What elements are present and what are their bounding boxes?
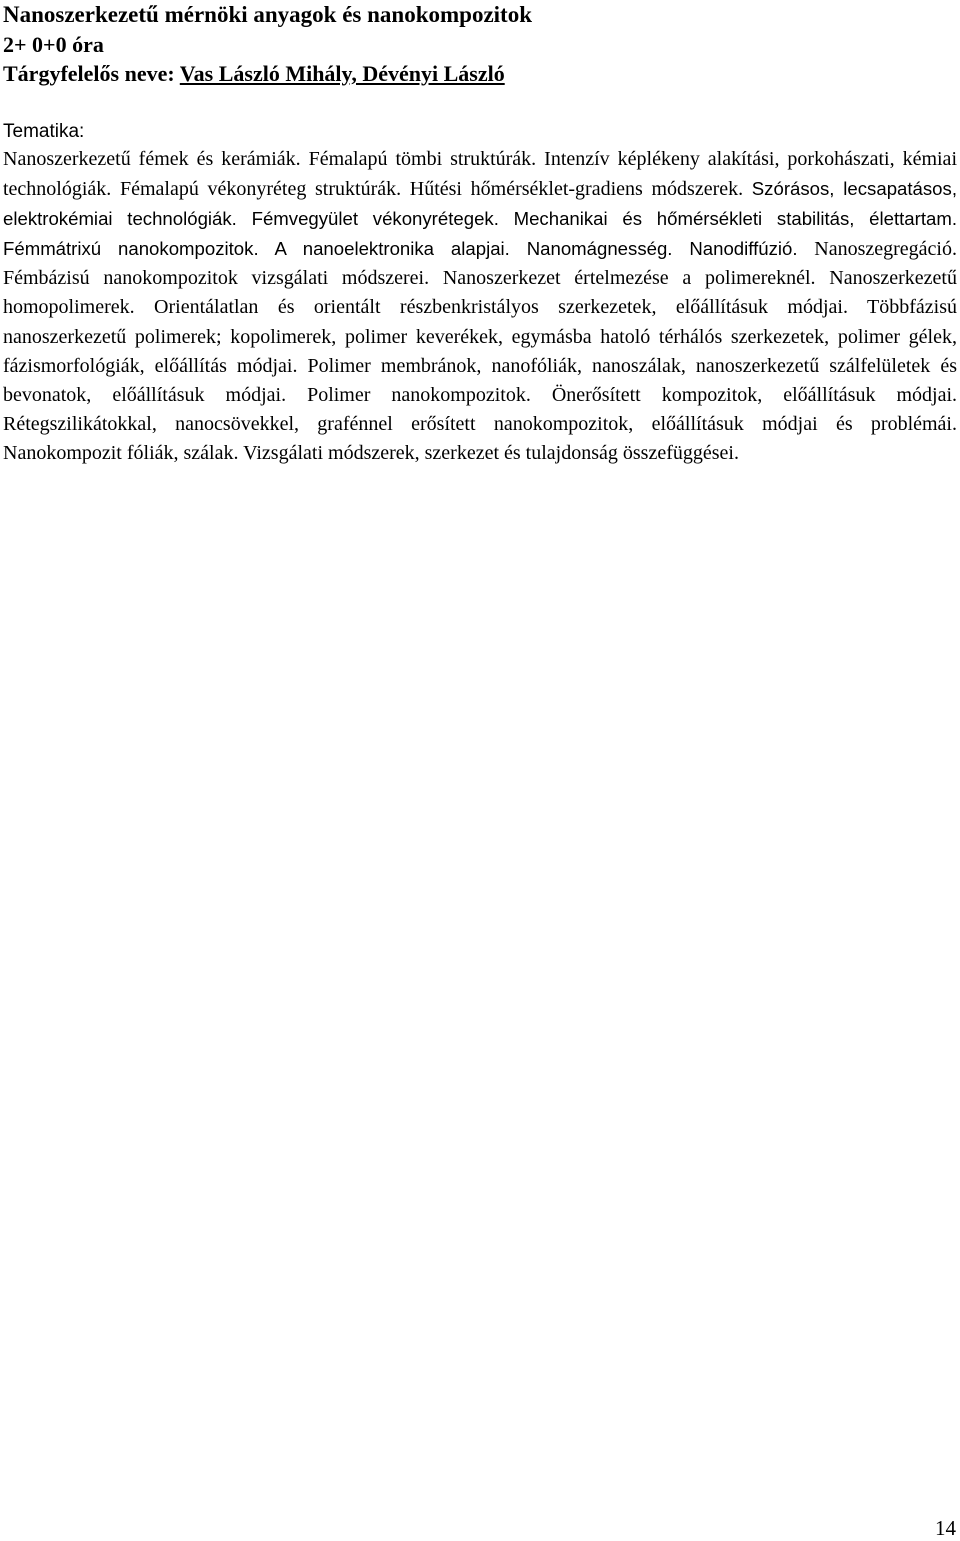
tematika-body <box>3 145 957 468</box>
tematika-label: Tematika: <box>3 121 85 142</box>
course-title: Nanoszerkezetű mérnöki anyagok és nanokompozitok <box>3 2 533 27</box>
course-responsible <box>3 59 505 89</box>
responsible-names: Vas László Mihály, Dévényi László <box>179 61 505 86</box>
page-number: 14 <box>935 1516 956 1540</box>
tematika-part-1: Nanoszerkezetű fémek és kerámiák. Fémalapú tömbi struktúrák. Intenzív képlékeny alakítási, porkohászati, kémiai technológiák. Fémalapú vékonyréteg struktúrák. Hűtési hőmérséklet-gradiens módszerek. <box>3 148 957 201</box>
responsible-label: Tárgyfelelős neve: <box>3 61 180 86</box>
tematika-part-3: Nanoszegregáció. Fémbázisú nanokompozitok vizsgálati módszerei. Nanoszerkezet értelmezése a polimereknél. Nanoszerkezetű homopolimerek. Orientálatlan és orientált részbenkristályos szerkezetek, előállításuk módjai. Többfázisú nanoszerkezetű polimerek; kopolimerek, polimer keverékek, egymásba hatoló térhálós szerkezetek, polimer gélek, fázismorfológiák, előállítás módjai. Polimer membránok, nanofóliák, nanoszálak, nanoszerkezetű szálfelületek és bevonatok, előállításuk módjai. Polimer nanokompozitok. Önerősített kompozitok, előállításuk módjai. Rétegszilikátokkal, nanocsövekkel, grafénnel erősített nanokompozitok, előállításuk módjai és problémái. Nanokompozit fóliák, szálak. Vizsgálati módszerek, szerkezet és tulajdonság összefüggései. <box>3 238 957 464</box>
tematika-part-2: Szórásos, lecsapatásos, elektrokémiai technológiák. Fémvegyület vékonyrétegek. Mechanikai és hőmérsékleti stabilitás, élettartam. Fémmátrixú nanokompozitok. A nanoelektronika alapjai. Nanomágnesség. Nanodiffúzió. <box>3 178 957 260</box>
course-hours: 2+ 0+0 óra <box>3 32 104 57</box>
